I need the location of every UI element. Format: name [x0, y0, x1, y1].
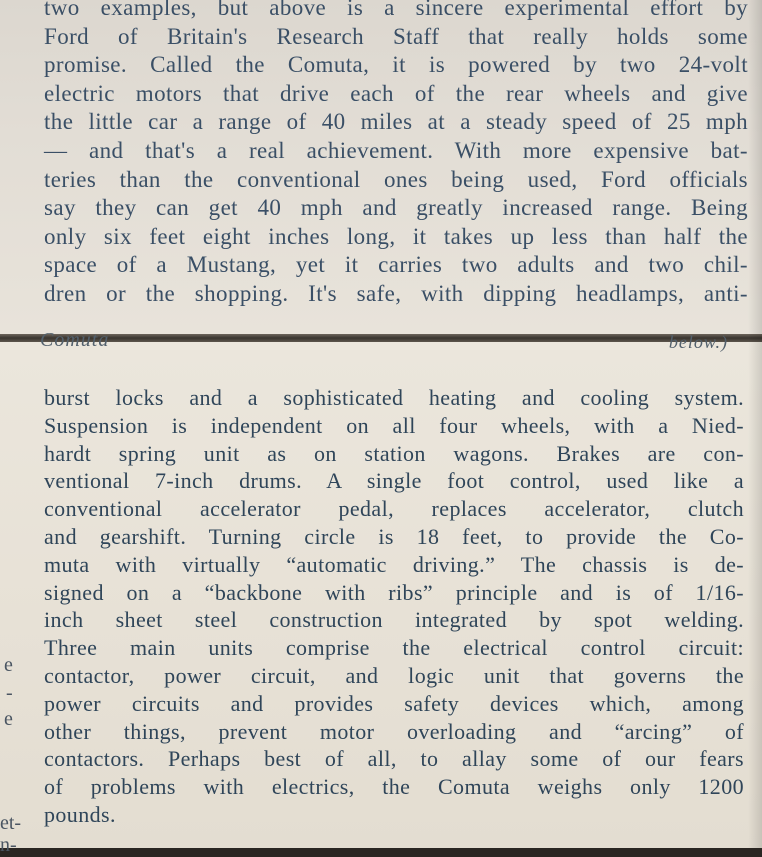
text-line: electric motors that drive each of the rear wheels and give	[44, 80, 748, 106]
text-line: pounds.	[44, 801, 116, 827]
text-line: — and that's a real achievement. With more expensive bat-	[44, 137, 748, 163]
upper-page	[0, 0, 762, 334]
text-line: contactors. Perhaps best of all, to allay some of our fears	[44, 746, 744, 772]
margin-fragment: et-	[0, 812, 22, 834]
text-line: contactor, power circuit, and logic unit that governs the	[44, 662, 744, 688]
text-line: Ford of Britain's Research Staff that really holds some	[44, 23, 748, 49]
text-line: signed on a “backbone with ribs” principle and is of 1/16-	[44, 579, 744, 605]
text-line: Suspension is independent on all four wheels, with a Nied-	[44, 412, 744, 438]
text-line: hardt spring unit as on station wagons. Brakes are con-	[44, 440, 744, 466]
text-line: the little car a range of 40 miles at a steady speed of 25 mph	[44, 109, 748, 135]
text-line: and gearshift. Turning circle is 18 feet, to provide the Co-	[44, 523, 744, 549]
text-line: other things, prevent motor overloading and “arcing” of	[44, 718, 744, 744]
text-line: two examples, but above is a sincere experimental effort by	[44, 0, 748, 20]
caption-right-text: below.)	[668, 332, 728, 352]
text-line: only six feet eight inches long, it takes up less than half the	[44, 223, 748, 249]
text-line: inch sheet steel construction integrated by spot welding.	[44, 607, 744, 633]
text-line: of problems with electrics, the Comuta weighs only 1200	[44, 774, 744, 800]
margin-fragment: e	[4, 708, 13, 730]
text-line: burst locks and a sophisticated heating and cooling system.	[44, 385, 744, 410]
text-line: power circuits and provides safety devices which, among	[44, 690, 744, 716]
text-line: dren or the shopping. It's safe, with dipping headlamps, anti-	[44, 280, 748, 306]
margin-fragment: e	[4, 654, 13, 676]
text-line: Three main units comprise the electrical control circuit:	[44, 635, 744, 661]
margin-fragment: -	[6, 682, 13, 704]
text-line: promise. Called the Comuta, it is powered by two 24-volt	[44, 52, 748, 78]
text-line: space of a Mustang, yet it carries two adults and two chil-	[44, 252, 748, 278]
text-line: conventional accelerator pedal, replaces accelerator, clutch	[44, 496, 744, 522]
top-paragraph	[44, 0, 748, 309]
text-line: ventional 7-inch drums. A single foot control, used like a	[44, 468, 744, 494]
caption-fragment	[30, 329, 730, 352]
bottom-paragraph	[44, 384, 744, 829]
caption-left-text: Comuta	[40, 329, 110, 351]
margin-fragment: n-	[0, 834, 17, 856]
text-line: teries than the conventional ones being used, Ford officials	[44, 166, 748, 192]
text-line: say they can get 40 mph and greatly increased range. Being	[44, 195, 748, 221]
text-line: muta with virtually “automatic driving.” The chassis is de-	[44, 551, 744, 577]
